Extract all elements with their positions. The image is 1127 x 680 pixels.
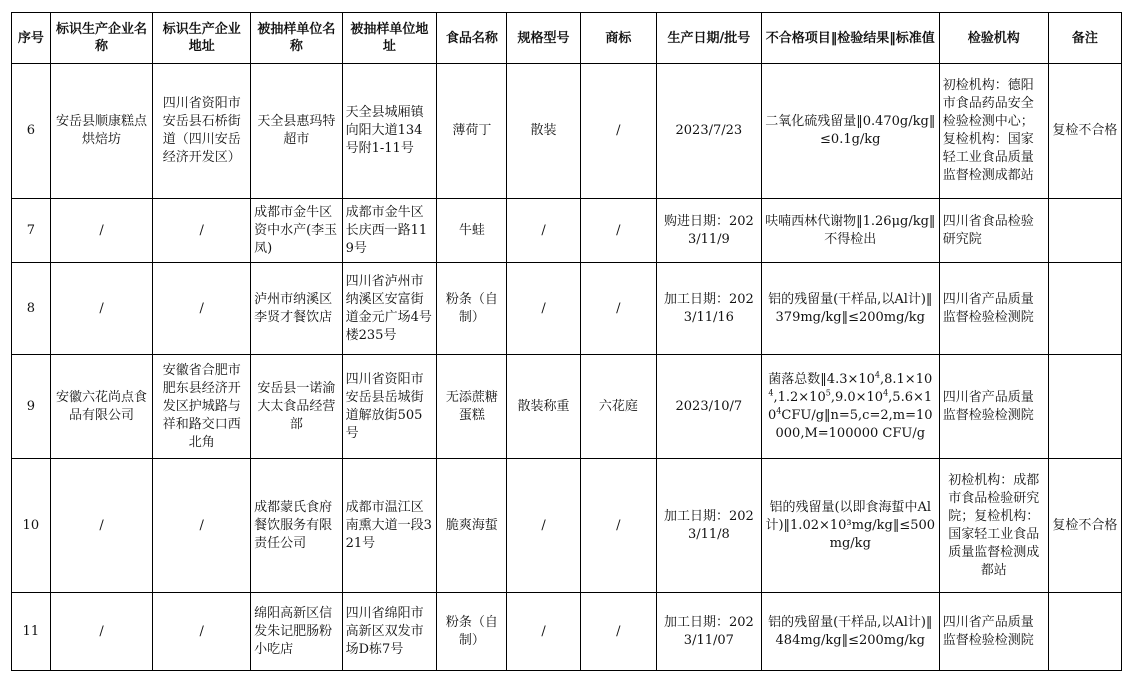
cell-food-name: 粉条（自制） [437, 593, 507, 671]
cell-date: 加工日期：2023/11/16 [656, 263, 761, 355]
cell-maker-address: / [153, 593, 251, 671]
cell-date: 购进日期：2023/11/9 [656, 199, 761, 263]
cell-maker-address: / [153, 459, 251, 593]
cell-agency: 初检机构：德阳市食品药品安全检验检测中心；复检机构：国家轻工业食品质量监督检测成都站 [939, 64, 1048, 199]
col-header-maker-name: 标识生产企业名称 [50, 13, 153, 64]
cell-sampled-name: 安岳县一诺渝大太食品经营部 [251, 355, 343, 459]
cell-date: 2023/7/23 [656, 64, 761, 199]
item-exp-c: 5 [825, 388, 831, 398]
cell-sampled-address: 成都市温江区南熏大道一段321号 [342, 459, 437, 593]
cell-food-name: 薄荷丁 [437, 64, 507, 199]
cell-note: 复检不合格 [1048, 64, 1121, 199]
table-row [12, 593, 1122, 671]
cell-sampled-name: 成都市金牛区资中水产(李玉凤) [251, 199, 343, 263]
cell-note [1048, 355, 1121, 459]
cell-failed-item: 呋喃西林代谢物‖1.26μg/kg‖不得检出 [761, 199, 939, 263]
cell-agency: 四川省产品质量监督检验检测院 [939, 355, 1048, 459]
cell-maker-address: 四川省资阳市安岳县石桥街道（四川安岳经济开发区） [153, 64, 251, 199]
cell-maker-name: / [50, 459, 153, 593]
table-row [12, 199, 1122, 263]
cell-no: 11 [12, 593, 51, 671]
cell-sampled-name: 天全县惠玛特超市 [251, 64, 343, 199]
cell-spec: 散装 [507, 64, 580, 199]
item-text-e: ,5.6×10 [768, 389, 933, 423]
cell-maker-name: / [50, 263, 153, 355]
col-header-note: 备注 [1048, 13, 1121, 64]
table-row [12, 263, 1122, 355]
cell-note: 复检不合格 [1048, 459, 1121, 593]
cell-maker-address: / [153, 263, 251, 355]
cell-sampled-address: 四川省资阳市安岳县岳城街道解放街505号 [342, 355, 437, 459]
item-exp-d: 4 [883, 388, 889, 398]
item-text-b: ,8.1×10 [880, 371, 933, 387]
cell-spec: / [507, 199, 580, 263]
cell-note [1048, 263, 1121, 355]
cell-spec: / [507, 593, 580, 671]
col-header-food-name: 食品名称 [437, 13, 507, 64]
cell-brand: / [580, 593, 656, 671]
cell-brand: / [580, 199, 656, 263]
table-row [12, 459, 1122, 593]
cell-agency: 初检机构：成都市食品检验研究院；复检机构：国家轻工业食品质量监督检测成都站 [939, 459, 1048, 593]
cell-date: 加工日期：2023/11/8 [656, 459, 761, 593]
cell-note [1048, 593, 1121, 671]
col-header-brand: 商标 [580, 13, 656, 64]
item-exp-a: 4 [874, 370, 880, 380]
cell-spec: / [507, 263, 580, 355]
cell-agency: 四川省食品检验研究院 [939, 199, 1048, 263]
cell-maker-name: / [50, 593, 153, 671]
col-header-sampled-name: 被抽样单位名称 [251, 13, 343, 64]
col-header-agency: 检验机构 [939, 13, 1048, 64]
cell-agency: 四川省产品质量监督检验检测院 [939, 263, 1048, 355]
cell-sampled-address: 天全县城厢镇向阳大道134号附1-11号 [342, 64, 437, 199]
cell-maker-address: / [153, 199, 251, 263]
cell-brand: 六花庭 [580, 355, 656, 459]
cell-failed-item: 铝的残留量(干样品,以Al计)‖484mg/kg‖≤200mg/kg [761, 593, 939, 671]
col-header-maker-address: 标识生产企业地址 [153, 13, 251, 64]
item-exp-e: 4 [776, 406, 782, 416]
item-text-c: ,1.2×10 [773, 389, 826, 405]
cell-maker-name: / [50, 199, 153, 263]
cell-no: 10 [12, 459, 51, 593]
item-text-a: 菌落总数‖4.3×10 [768, 371, 875, 387]
cell-failed-item: 铝的残留量(以即食海蜇中Al计)‖1.02×10³mg/kg‖≤500mg/kg [761, 459, 939, 593]
col-header-date: 生产日期/批号 [656, 13, 761, 64]
cell-brand: / [580, 263, 656, 355]
cell-no: 6 [12, 64, 51, 199]
item-exp-b: 4 [768, 388, 774, 398]
inspection-table-wrapper [11, 12, 1122, 671]
cell-sampled-address: 四川省泸州市纳溪区安富街道金元广场4号楼235号 [342, 263, 437, 355]
cell-maker-address: 安徽省合肥市肥东县经济开发区护城路与祥和路交口西北角 [153, 355, 251, 459]
col-header-no: 序号 [12, 13, 51, 64]
cell-sampled-address: 四川省绵阳市高新区双发市场D栋7号 [342, 593, 437, 671]
cell-spec: 散装称重 [507, 355, 580, 459]
cell-sampled-name: 泸州市纳溪区李贤才餐饮店 [251, 263, 343, 355]
cell-note [1048, 199, 1121, 263]
cell-food-name: 粉条（自制） [437, 263, 507, 355]
cell-date: 2023/10/7 [656, 355, 761, 459]
cell-failed-item [761, 355, 939, 459]
cell-maker-name: 安徽六花尚点食品有限公司 [50, 355, 153, 459]
cell-sampled-name: 绵阳高新区信发朱记肥肠粉小吃店 [251, 593, 343, 671]
cell-no: 9 [12, 355, 51, 459]
col-header-sampled-address: 被抽样单位地址 [342, 13, 437, 64]
cell-failed-item: 铝的残留量(干样品,以Al计)‖379mg/kg‖≤200mg/kg [761, 263, 939, 355]
item-text-f: CFU/g‖n=5,c=2,m=10000,M=100000 CFU/g [775, 407, 933, 441]
cell-maker-name: 安岳县顺康糕点烘焙坊 [50, 64, 153, 199]
cell-agency: 四川省产品质量监督检验检测院 [939, 593, 1048, 671]
cell-spec: / [507, 459, 580, 593]
cell-no: 8 [12, 263, 51, 355]
cell-failed-item: 二氧化硫残留量‖0.470g/kg‖≤0.1g/kg [761, 64, 939, 199]
col-header-failed-item: 不合格项目‖检验结果‖标准值 [761, 13, 939, 64]
cell-food-name: 脆爽海蜇 [437, 459, 507, 593]
table-row [12, 64, 1122, 199]
cell-sampled-address: 成都市金牛区长庆西一路119号 [342, 199, 437, 263]
cell-brand: / [580, 459, 656, 593]
cell-food-name: 无添蔗糖蛋糕 [437, 355, 507, 459]
header-row [12, 13, 1122, 64]
cell-no: 7 [12, 199, 51, 263]
item-text-d: ,9.0×10 [830, 389, 884, 405]
cell-sampled-name: 成都蒙氏食府餐饮服务有限责任公司 [251, 459, 343, 593]
cell-date: 加工日期：2023/11/07 [656, 593, 761, 671]
col-header-spec: 规格型号 [507, 13, 580, 64]
cell-food-name: 牛蛙 [437, 199, 507, 263]
cell-brand: / [580, 64, 656, 199]
table-row [12, 355, 1122, 459]
inspection-results-table [11, 12, 1122, 671]
